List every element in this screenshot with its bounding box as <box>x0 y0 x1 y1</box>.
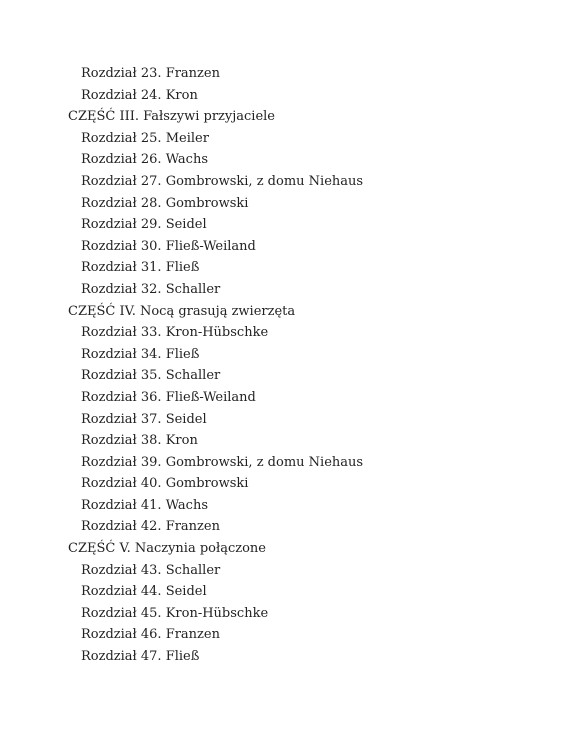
toc-chapter-46: Rozdział 46. Franzen <box>81 627 220 643</box>
toc-chapter-24: Rozdział 24. Kron <box>81 87 198 103</box>
table-of-contents <box>0 63 580 668</box>
toc-part-3: CZĘŚĆ III. Fałszywi przyjaciele <box>68 109 276 125</box>
toc-chapter-34: Rozdział 34. Fließ <box>81 346 200 362</box>
toc-chapter-25: Rozdział 25. Meiler <box>81 130 209 146</box>
toc-chapter-30: Rozdział 30. Fließ-Weiland <box>81 238 256 254</box>
toc-part-5: CZĘŚĆ V. Naczynia połączone <box>68 541 266 557</box>
toc-chapter-23: Rozdział 23. Franzen <box>81 66 220 81</box>
toc-chapter-41: Rozdział 41. Wachs <box>81 497 209 513</box>
toc-chapter-37: Rozdział 37. Seidel <box>81 411 207 427</box>
toc-chapter-32: Rozdział 32. Schaller <box>81 281 221 297</box>
toc-chapter-29: Rozdział 29. Seidel <box>81 217 207 233</box>
toc-chapter-38: Rozdział 38. Kron <box>81 433 198 449</box>
toc-chapter-35: Rozdział 35. Schaller <box>81 368 221 384</box>
toc-chapter-40: Rozdział 40. Gombrowski <box>81 476 249 492</box>
toc-chapter-47: Rozdział 47. Fließ <box>81 649 200 665</box>
toc-chapter-45: Rozdział 45. Kron-Hübschke <box>81 605 269 621</box>
toc-chapter-36: Rozdział 36. Fließ-Weiland <box>81 389 256 405</box>
toc-chapter-31: Rozdział 31. Fließ <box>81 260 200 276</box>
toc-chapter-33: Rozdział 33. Kron-Hübschke <box>81 325 269 341</box>
toc-chapter-28: Rozdział 28. Gombrowski <box>81 195 249 211</box>
toc-chapter-44: Rozdział 44. Seidel <box>81 584 207 600</box>
toc-chapter-39: Rozdział 39. Gombrowski, z domu Niehaus <box>81 454 364 470</box>
toc-chapter-26: Rozdział 26. Wachs <box>81 152 209 168</box>
toc-chapter-42: Rozdział 42. Franzen <box>81 519 220 535</box>
toc-chapter-27: Rozdział 27. Gombrowski, z domu Niehaus <box>81 173 364 189</box>
toc-part-4: CZĘŚĆ IV. Nocą grasują zwierzęta <box>68 303 296 319</box>
toc-chapter-43: Rozdział 43. Schaller <box>81 562 221 578</box>
